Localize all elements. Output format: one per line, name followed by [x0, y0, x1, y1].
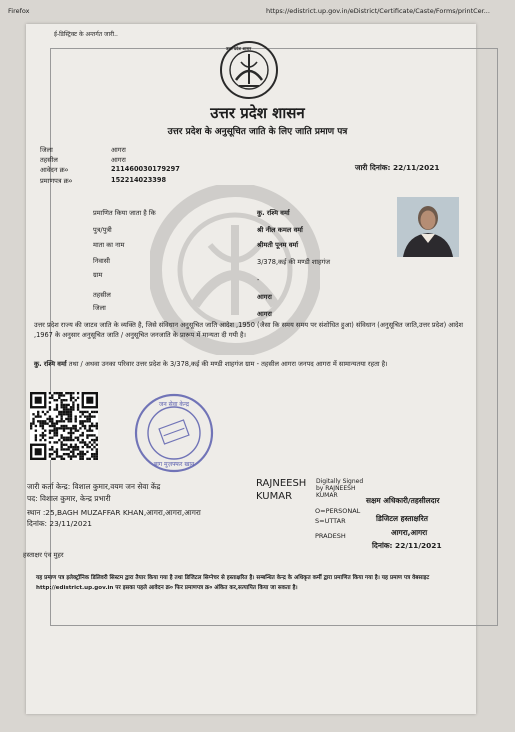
field-label-application-no: आवेदन क्र०: [40, 166, 69, 174]
verification-footer: यह प्रमाण पत्र इलेक्ट्रॉनिक डिलिवरी सिस्टम द्वारा तैयार किया गया है तथा डिजिटल सिग्नेचर से हस्ताक्षरित है। सम्बन्धित केन्द्र के अधिकृत कर्मी द्वारा प्रमाणित किया गया है। यह प्रमाण पत्र वेबसाइट http://edistrict.up.gov.in पर इसका पहले आवेदन क्र० फिर प्रमाणपत्र क्र० अंकित कर,सत्यापित किया जा सकता है।: [36, 575, 430, 591]
detail-value-mother: श्रीमती पूनम वर्मा: [257, 241, 299, 249]
detail-value-father: श्री नील कमल वर्मा: [257, 226, 303, 234]
detail-label-mother: माता का नाम: [93, 241, 125, 249]
detail-label-village: ग्राम: [93, 271, 103, 279]
sign-seal-label: हस्ताक्षर एंव मुहर: [23, 551, 64, 559]
detail-label-resident: निवासी: [93, 257, 110, 265]
signatory-name-line1: RAJNEESH: [256, 478, 307, 489]
field-value-application-no: 211460030179297: [111, 165, 180, 173]
applicant-name-inline: कु. रश्मि वर्मा: [34, 360, 67, 368]
field-value-certificate-no: 152214023398: [111, 176, 167, 184]
digital-sign-state1: S=UTTAR: [315, 517, 346, 525]
signature-date: दिनांक: 22/11/2021: [372, 541, 442, 550]
applicant-photo: [397, 197, 459, 257]
digital-sign-line: by RAJNEESH: [316, 485, 356, 492]
seal-text: जन सेवा केन्द्र: [158, 401, 190, 408]
seal-bottom-text: बाग मुज़फ्फर खान: [153, 461, 195, 468]
digital-sign-line: Digitally Signed: [316, 478, 364, 485]
digital-signature-block: [316, 478, 363, 499]
csc-seal-stamp-icon: [133, 392, 215, 474]
detail-label-child-of: पुत्र/पुत्री: [93, 226, 112, 234]
issue-date: जारी दिनांक: 22/11/2021: [355, 163, 440, 172]
detail-value-name: कु. रश्मि वर्मा: [257, 209, 290, 217]
browser-url: https://edistrict.up.gov.in/eDistrict/Certificate/Caste/Forms/printCer...: [266, 7, 490, 15]
residence-statement-text: तथा / अथवा उनका परिवार उत्तर प्रदेश के 3/378,कई की मण्डी शाहगंज ग्राम - तहसील आगरा जनपद आगरा में सामान्यतया रहता है।: [66, 360, 388, 368]
issuer-post: पद: विशाल कुमार, केन्द्र प्रभारी: [27, 494, 111, 503]
caste-statement-paragraph: उत्तर प्रदेश राज्य की जाटव जाति के व्यक्ति है, जिसे संविधान अनुसूचित जाति आदेश ,1950 (जैसा कि समय समय पर संशोधित हुआ) संविधान (अनुसूचित जाति,उत्तर प्रदेश) आदेश ,1967 के अनुसार अनुसूचित जाति / अनुसूचित जनजाति के प्रारूप में मान्यता दी गयी है।: [34, 321, 464, 339]
certificate-subtitle: उत्तर प्रदेश के अनुसूचित जाति के लिए जाति प्रमाण पत्र: [167, 127, 348, 137]
detail-value-tehsil: आगरा: [257, 293, 272, 301]
field-label-certificate-no: प्रमाणपत्र क्र०: [40, 177, 73, 185]
browser-print-header: [0, 0, 515, 20]
field-value-tehsil: आगरा: [111, 156, 126, 164]
signatory-designation: सक्षम अधिकारी/तहसीलदार: [366, 496, 440, 505]
digital-sign-label: डिजिटल हस्ताक्षरित: [376, 514, 428, 523]
detail-value-address: 3/378,कई की मण्डी शाहगंज: [257, 258, 331, 266]
top-note: ई-डिस्ट्रिक्ट के अन्तर्गत जारी..: [54, 31, 118, 38]
detail-value-district: आगरा: [257, 310, 272, 318]
signature-place: आगरा,आगरा: [391, 528, 428, 537]
digital-sign-org: O=PERSONAL: [315, 507, 361, 515]
detail-value-village: -: [257, 276, 260, 284]
digital-sign-line: KUMAR: [316, 492, 338, 499]
field-value-district: आगरा: [111, 146, 126, 154]
detail-label-certified: प्रमाणित किया जाता है कि: [93, 209, 156, 217]
field-label-district: जिला: [40, 146, 53, 154]
issuer-date: दिनांक: 23/11/2021: [27, 519, 92, 528]
issuer-center: जारी कर्ता केन्द्र: विशाल कुमार,वयम जन सेवा केंद्र: [27, 482, 161, 491]
field-label-tehsil: तहसील: [40, 156, 58, 164]
browser-app-name: Firefox: [8, 7, 30, 15]
digital-sign-state2: PRADESH: [315, 532, 346, 540]
detail-label-tehsil: तहसील: [93, 291, 111, 299]
issuer-place: स्थान :25,BAGH MUZAFFAR KHAN,आगरा,आगरा,आगरा: [27, 508, 201, 517]
detail-label-district: जिला: [93, 304, 106, 312]
qr-code: [30, 392, 98, 460]
emblem-text: उत्तर प्रदेश शासन: [226, 46, 252, 51]
certificate-title: उत्तर प्रदेश शासन: [210, 104, 305, 122]
signatory-name-line2: KUMAR: [256, 491, 293, 502]
residence-statement-paragraph: [34, 359, 468, 369]
person-silhouette-icon: [397, 197, 459, 257]
